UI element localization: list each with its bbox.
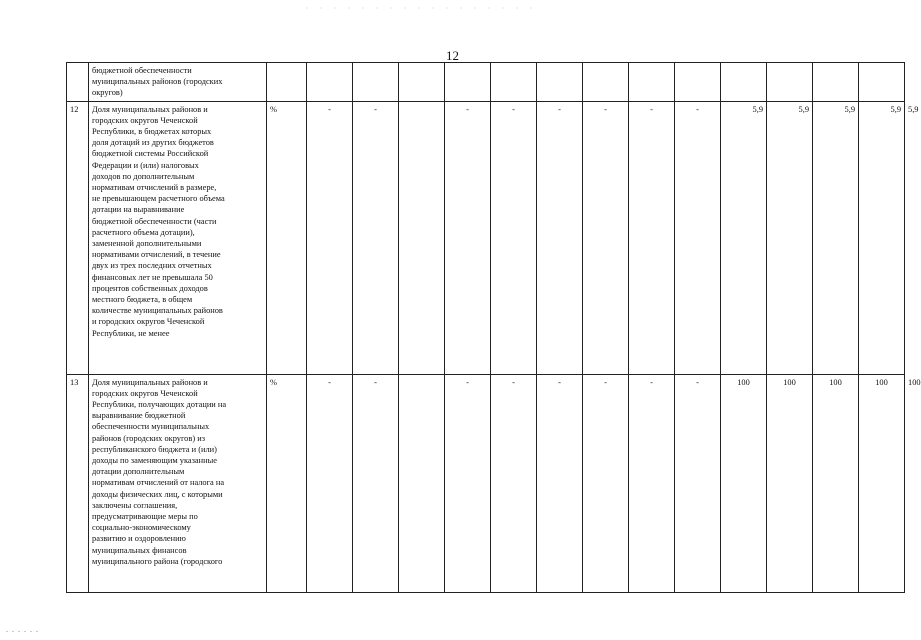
- value-cell: [675, 63, 721, 102]
- value-cell: -: [537, 374, 583, 592]
- value-cell: [537, 63, 583, 102]
- value-cell: -: [491, 101, 537, 374]
- value-cell: -: [307, 374, 353, 592]
- value-cell: [859, 63, 905, 102]
- row-number: 12: [67, 101, 89, 374]
- value-cell: -: [353, 374, 399, 592]
- value-cell: 100: [767, 374, 813, 592]
- value-cell: [307, 63, 353, 102]
- value-cell: -: [629, 374, 675, 592]
- value-cell: [767, 63, 813, 102]
- page-number: 12: [446, 48, 459, 63]
- row-description: Доля муниципальных районов и городских округов Чеченской Республики, получающих дотации на выравнивание бюджетной обеспеченности муниципальных районов (городских округов) из республиканского бюджета и (или) доходы по заменяющим указанные дотации дополнительным нормативам отчислений от налога на доходы физических лиц, с которыми заключены соглашения, предусматривающие меры по социально-экономическому развитию и оздоровлению муниципальных финансов муниципального района (городского: [89, 374, 267, 592]
- value-cell: -: [353, 101, 399, 374]
- value-cell: [629, 63, 675, 102]
- value-cell: [491, 63, 537, 102]
- row-number: 13: [67, 374, 89, 592]
- value-cell: -: [583, 101, 629, 374]
- row-unit: %: [267, 101, 307, 374]
- row-unit: %: [267, 374, 307, 592]
- value-cell: [583, 63, 629, 102]
- value-cell: [353, 63, 399, 102]
- value-cell: 5,9: [813, 101, 859, 374]
- table-row: 13 Доля муниципальных районов и городских округов Чеченской Республики, получающих дотации на выравнивание бюджетной обеспеченности муниципальных районов (городских округов) из республиканского бюджета и (или) доходы по заменяющим указанные дотации дополнительным нормативам отчислений от налога на доходы физических лиц, с которыми заключены соглашения, предусматривающие меры по социально-экономическому развитию и оздоровлению муниципальных финансов муниципального района (городского % - - - - - - - - 100 100 100 100 100: [67, 374, 905, 592]
- value-cell: 5,9: [721, 101, 767, 374]
- table-row: [67, 63, 905, 102]
- value-cell: -: [537, 101, 583, 374]
- scan-artifact-marks: [4, 630, 38, 633]
- value-cell: [813, 63, 859, 102]
- scan-artifact-marks: [300, 6, 540, 10]
- row-unit: [267, 63, 307, 102]
- value-cell: [721, 63, 767, 102]
- table-row: 12 Доля муниципальных районов и городских округов Чеченской Республики, в бюджетах которых доля дотаций из других бюджетов бюджетной системы Российской Федерации и (или) налоговых доходов по дополнительным нормативам отчислений в размере, не превышающем расчетного объема дотации на выравнивание бюджетной обеспеченности (части расчетного объема дотации), замененной дополнительными нормативами отчислений, в течение двух из трех последних отчетных финансовых лет не превышала 50 процентов собственных доходов местного бюджета, в общем количестве муниципальных районов и городских округов Чеченской Республики, не менее % - - - - - - - - 5,9 5,9 5,9 5,9 5,9: [67, 101, 905, 374]
- value-cell: 100: [813, 374, 859, 592]
- value-cell: 100: [859, 374, 905, 592]
- value-cell: -: [675, 374, 721, 592]
- value-cell: [399, 63, 445, 102]
- value-cell: -: [307, 101, 353, 374]
- row-description: Доля муниципальных районов и городских округов Чеченской Республики, в бюджетах которых доля дотаций из других бюджетов бюджетной системы Российской Федерации и (или) налоговых доходов по дополнительным нормативам отчислений в размере, не превышающем расчетного объема дотации на выравнивание бюджетной обеспеченности (части расчетного объема дотации), замененной дополнительными нормативами отчислений, в течение двух из трех последних отчетных финансовых лет не превышала 50 процентов собственных доходов местного бюджета, в общем количестве муниципальных районов и городских округов Чеченской Республики, не менее: [89, 101, 267, 374]
- value-cell: [399, 101, 445, 374]
- value-cell: -: [583, 374, 629, 592]
- value-cell: -: [675, 101, 721, 374]
- value-cell: -: [445, 101, 491, 374]
- value-cell: -: [445, 374, 491, 592]
- value-cell: 5,9: [767, 101, 813, 374]
- value-cell: [399, 374, 445, 592]
- value-cell: 100: [721, 374, 767, 592]
- row-number: [67, 63, 89, 102]
- indicators-table: [66, 62, 921, 593]
- row-description: бюджетной обеспеченности муниципальных районов (городских округов): [89, 63, 267, 102]
- value-cell: -: [491, 374, 537, 592]
- value-cell: 5,9: [859, 101, 905, 374]
- value-cell: -: [629, 101, 675, 374]
- value-cell: [445, 63, 491, 102]
